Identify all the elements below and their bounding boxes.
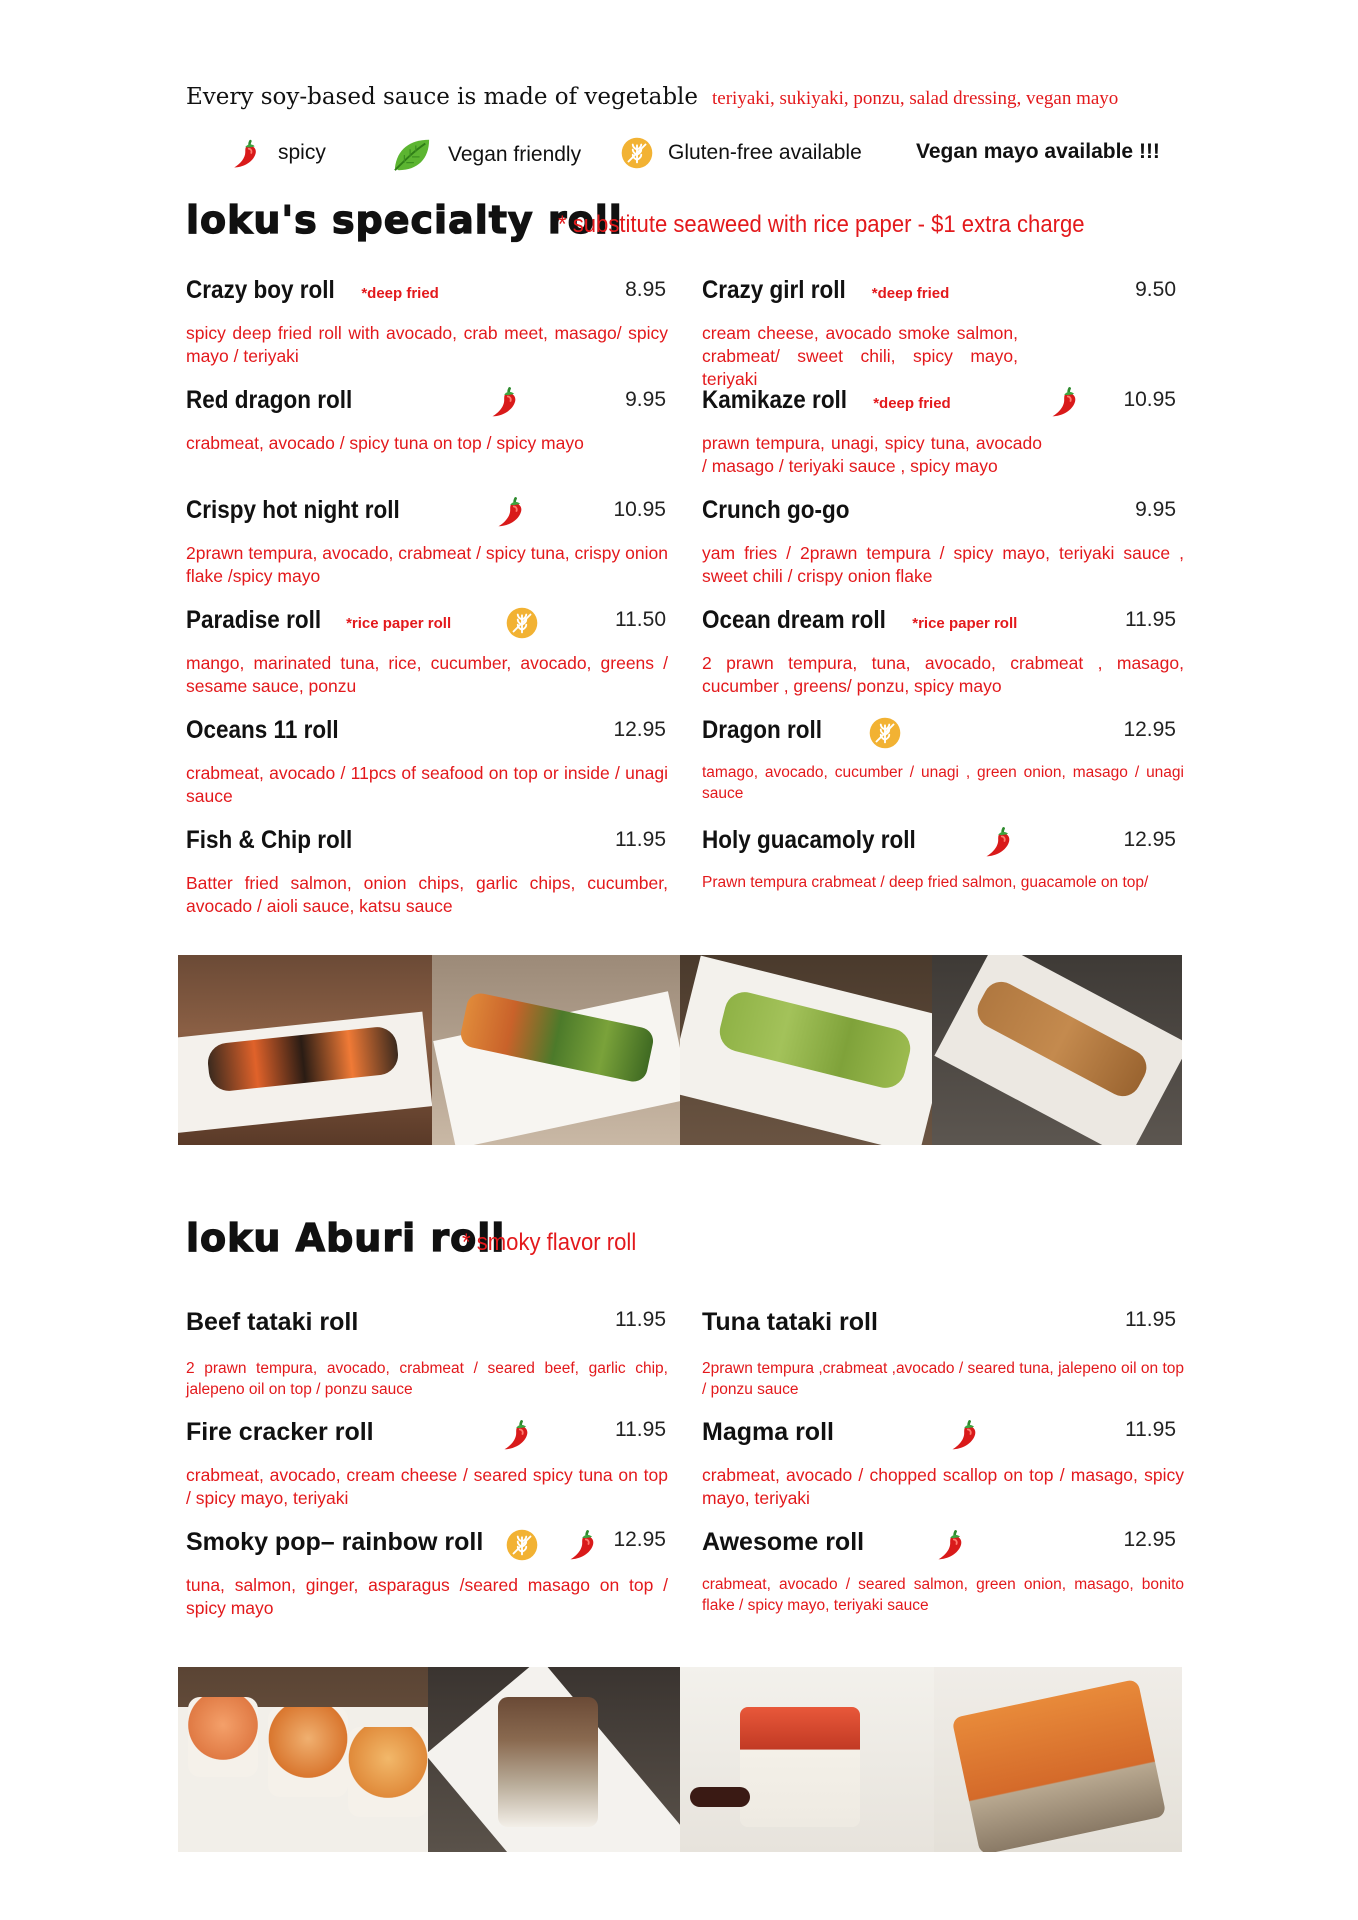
item-name: Magma roll (702, 1418, 834, 1446)
gluten-free-wheat-icon (505, 1528, 539, 1562)
item-price: 11.95 (615, 828, 666, 851)
menu-item-title (186, 606, 451, 635)
item-description: crabmeat, avocado, cream cheese / seared spicy tuna on top / spicy mayo, teriyaki (186, 1465, 668, 1508)
item-price: 8.95 (625, 278, 666, 301)
item-name: Beef tataki roll (186, 1308, 359, 1336)
chili-pepper-icon (1048, 383, 1084, 419)
menu-item-title (702, 826, 940, 855)
chili-pepper-icon (982, 823, 1018, 859)
menu-item-title (702, 1418, 834, 1447)
item-tag: *deep fried (873, 395, 951, 412)
item-tag: *rice paper roll (346, 615, 452, 632)
chili-pepper-icon (494, 493, 530, 529)
chili-pepper-icon (488, 383, 524, 419)
item-price: 9.95 (625, 388, 666, 411)
gluten-free-wheat-icon (505, 606, 539, 640)
item-description: 2prawn tempura ,crabmeat ,avocado / seared tuna, jalepeno oil on top / ponzu sauce (702, 1360, 1184, 1398)
item-price: 12.95 (1123, 1528, 1176, 1551)
item-description: crabmeat, avocado / seared salmon, green onion, masago, bonito flake / spicy mayo, teriyaki sauce (702, 1576, 1184, 1614)
sauce-list: teriyaki, sukiyaki, ponzu, salad dressing, vegan mayo (712, 88, 1119, 109)
item-description: Prawn tempura crabmeat / deep fried salmon, guacamole on top/ (702, 874, 1149, 891)
menu-item-title (186, 1308, 358, 1337)
item-price: 10.95 (1123, 388, 1176, 411)
item-description: tuna, salmon, ginger, asparagus /seared masago on top / spicy mayo (186, 1575, 668, 1618)
item-price: 11.50 (615, 608, 666, 631)
item-description: crabmeat, avocado / spicy tuna on top / spicy mayo (186, 433, 584, 453)
menu-item-title (186, 716, 356, 745)
menu-item-title (186, 276, 439, 305)
menu-item-title (186, 826, 371, 855)
aburi-section-title: loku Aburi roll (186, 1216, 506, 1260)
item-description: crabmeat, avocado / 11pcs of seafood on top or inside / unagi sauce (186, 763, 668, 806)
sushi-photo (178, 1667, 428, 1852)
menu-item-title (702, 276, 949, 305)
sushi-photo (932, 955, 1182, 1145)
legend-vegan-label: Vegan friendly (448, 143, 582, 166)
legend-vegan (390, 136, 581, 174)
menu-item-title (702, 1528, 864, 1557)
chili-pepper-icon (934, 1526, 970, 1562)
menu-item-title (702, 386, 951, 415)
vegan-mayo-note: Vegan mayo available !!! (916, 140, 1160, 163)
specialty-section-note: * substitute seaweed with rice paper - $1 extra charge (558, 211, 1085, 238)
menu-item-title (186, 1418, 374, 1447)
legend-gluten-label: Gluten-free available (668, 141, 862, 164)
item-price: 11.95 (1125, 608, 1176, 631)
leaf-icon (390, 136, 434, 174)
item-tag: *deep fried (361, 285, 439, 302)
item-name: Crunch go-go (702, 496, 850, 524)
item-price: 11.95 (615, 1308, 666, 1331)
item-name: Red dragon roll (186, 386, 353, 414)
item-price: 11.95 (1125, 1418, 1176, 1441)
item-description: spicy deep fried roll with avocado, crab meet, masago/ spicy mayo / teriyaki (186, 323, 668, 366)
item-name: Paradise roll (186, 606, 322, 634)
item-name: Smoky pop– rainbow roll (186, 1528, 484, 1556)
item-description: yam fries / 2prawn tempura / spicy mayo, teriyaki sauce , sweet chili / crispy onion flake (702, 543, 1184, 586)
item-price: 11.95 (1125, 1308, 1176, 1331)
item-tag: *deep fried (871, 285, 950, 302)
menu-item-title (702, 496, 866, 525)
sushi-photo (934, 1667, 1182, 1852)
item-description: 2 prawn tempura, avocado, crabmeat / seared beef, garlic chip, jalepeno oil on top / ponzu sauce (186, 1360, 668, 1398)
menu-item-title (702, 716, 835, 745)
sushi-photo (680, 955, 932, 1145)
legend-gluten (620, 136, 862, 170)
menu-item-title (186, 496, 424, 525)
gluten-free-wheat-icon (868, 716, 902, 750)
chili-pepper-icon (948, 1416, 984, 1452)
sushi-photo (680, 1667, 934, 1852)
item-tag: *rice paper roll (912, 615, 1018, 632)
menu-item-title (702, 606, 1017, 635)
item-description: cream cheese, avocado smoke salmon, crabmeat/ sweet chili, spicy mayo, teriyaki (702, 323, 1018, 389)
item-name: Oceans 11 roll (186, 716, 339, 744)
item-name: Crispy hot night roll (186, 496, 400, 524)
chili-pepper-icon (500, 1416, 536, 1452)
item-description: tamago, avocado, cucumber / unagi , green onion, masago / unagi sauce (702, 764, 1184, 802)
item-price: 12.95 (613, 1528, 666, 1551)
menu-item-title (186, 386, 371, 415)
item-description: crabmeat, avocado / chopped scallop on top / masago, spicy mayo, teriyaki (702, 1465, 1184, 1508)
item-name: Crazy girl roll (702, 276, 846, 304)
item-price: 12.95 (1123, 828, 1176, 851)
menu-item-title (186, 1528, 483, 1557)
item-name: Dragon roll (702, 716, 823, 744)
item-description: mango, marinated tuna, rice, cucumber, avocado, greens / sesame sauce, ponzu (186, 653, 668, 696)
legend-spicy (230, 136, 326, 170)
item-price: 12.95 (613, 718, 666, 741)
item-name: Kamikaze roll (702, 386, 848, 414)
gluten-free-wheat-icon (620, 136, 654, 170)
item-name: Ocean dream roll (702, 606, 886, 634)
item-name: Crazy boy roll (186, 276, 335, 304)
item-price: 11.95 (615, 1418, 666, 1441)
item-price: 10.95 (613, 498, 666, 521)
sushi-photo (428, 1667, 680, 1852)
item-description: prawn tempura, unagi, spicy tuna, avocado / masago / teriyaki sauce , spicy mayo (702, 433, 1042, 476)
item-price: 12.95 (1123, 718, 1176, 741)
item-description: Batter fried salmon, onion chips, garlic chips, cucumber, avocado / aioli sauce, katsu sauce (186, 873, 668, 916)
soy-sauce-note: Every soy-based sauce is made of vegetable (186, 84, 699, 110)
item-name: Awesome roll (702, 1528, 865, 1556)
legend-spicy-label: spicy (278, 141, 326, 164)
aburi-section-note: * smoky flavor roll (462, 1229, 637, 1256)
menu-item-title (702, 1308, 878, 1337)
item-price: 9.95 (1135, 498, 1176, 521)
specialty-section-title: loku's specialty roll (186, 198, 623, 242)
item-name: Holy guacamoly roll (702, 826, 916, 854)
sushi-photo (432, 955, 680, 1145)
sushi-photo (178, 955, 432, 1145)
item-name: Fish & Chip roll (186, 826, 353, 854)
item-price: 9.50 (1135, 278, 1176, 301)
chili-pepper-icon (230, 136, 264, 170)
item-description: 2prawn tempura, avocado, crabmeat / spicy tuna, crispy onion flake /spicy mayo (186, 543, 668, 586)
item-name: Fire cracker roll (186, 1418, 374, 1446)
item-name: Tuna tataki roll (702, 1308, 878, 1336)
item-description: 2 prawn tempura, tuna, avocado, crabmeat , masago, cucumber , greens/ ponzu, spicy mayo (702, 653, 1184, 696)
